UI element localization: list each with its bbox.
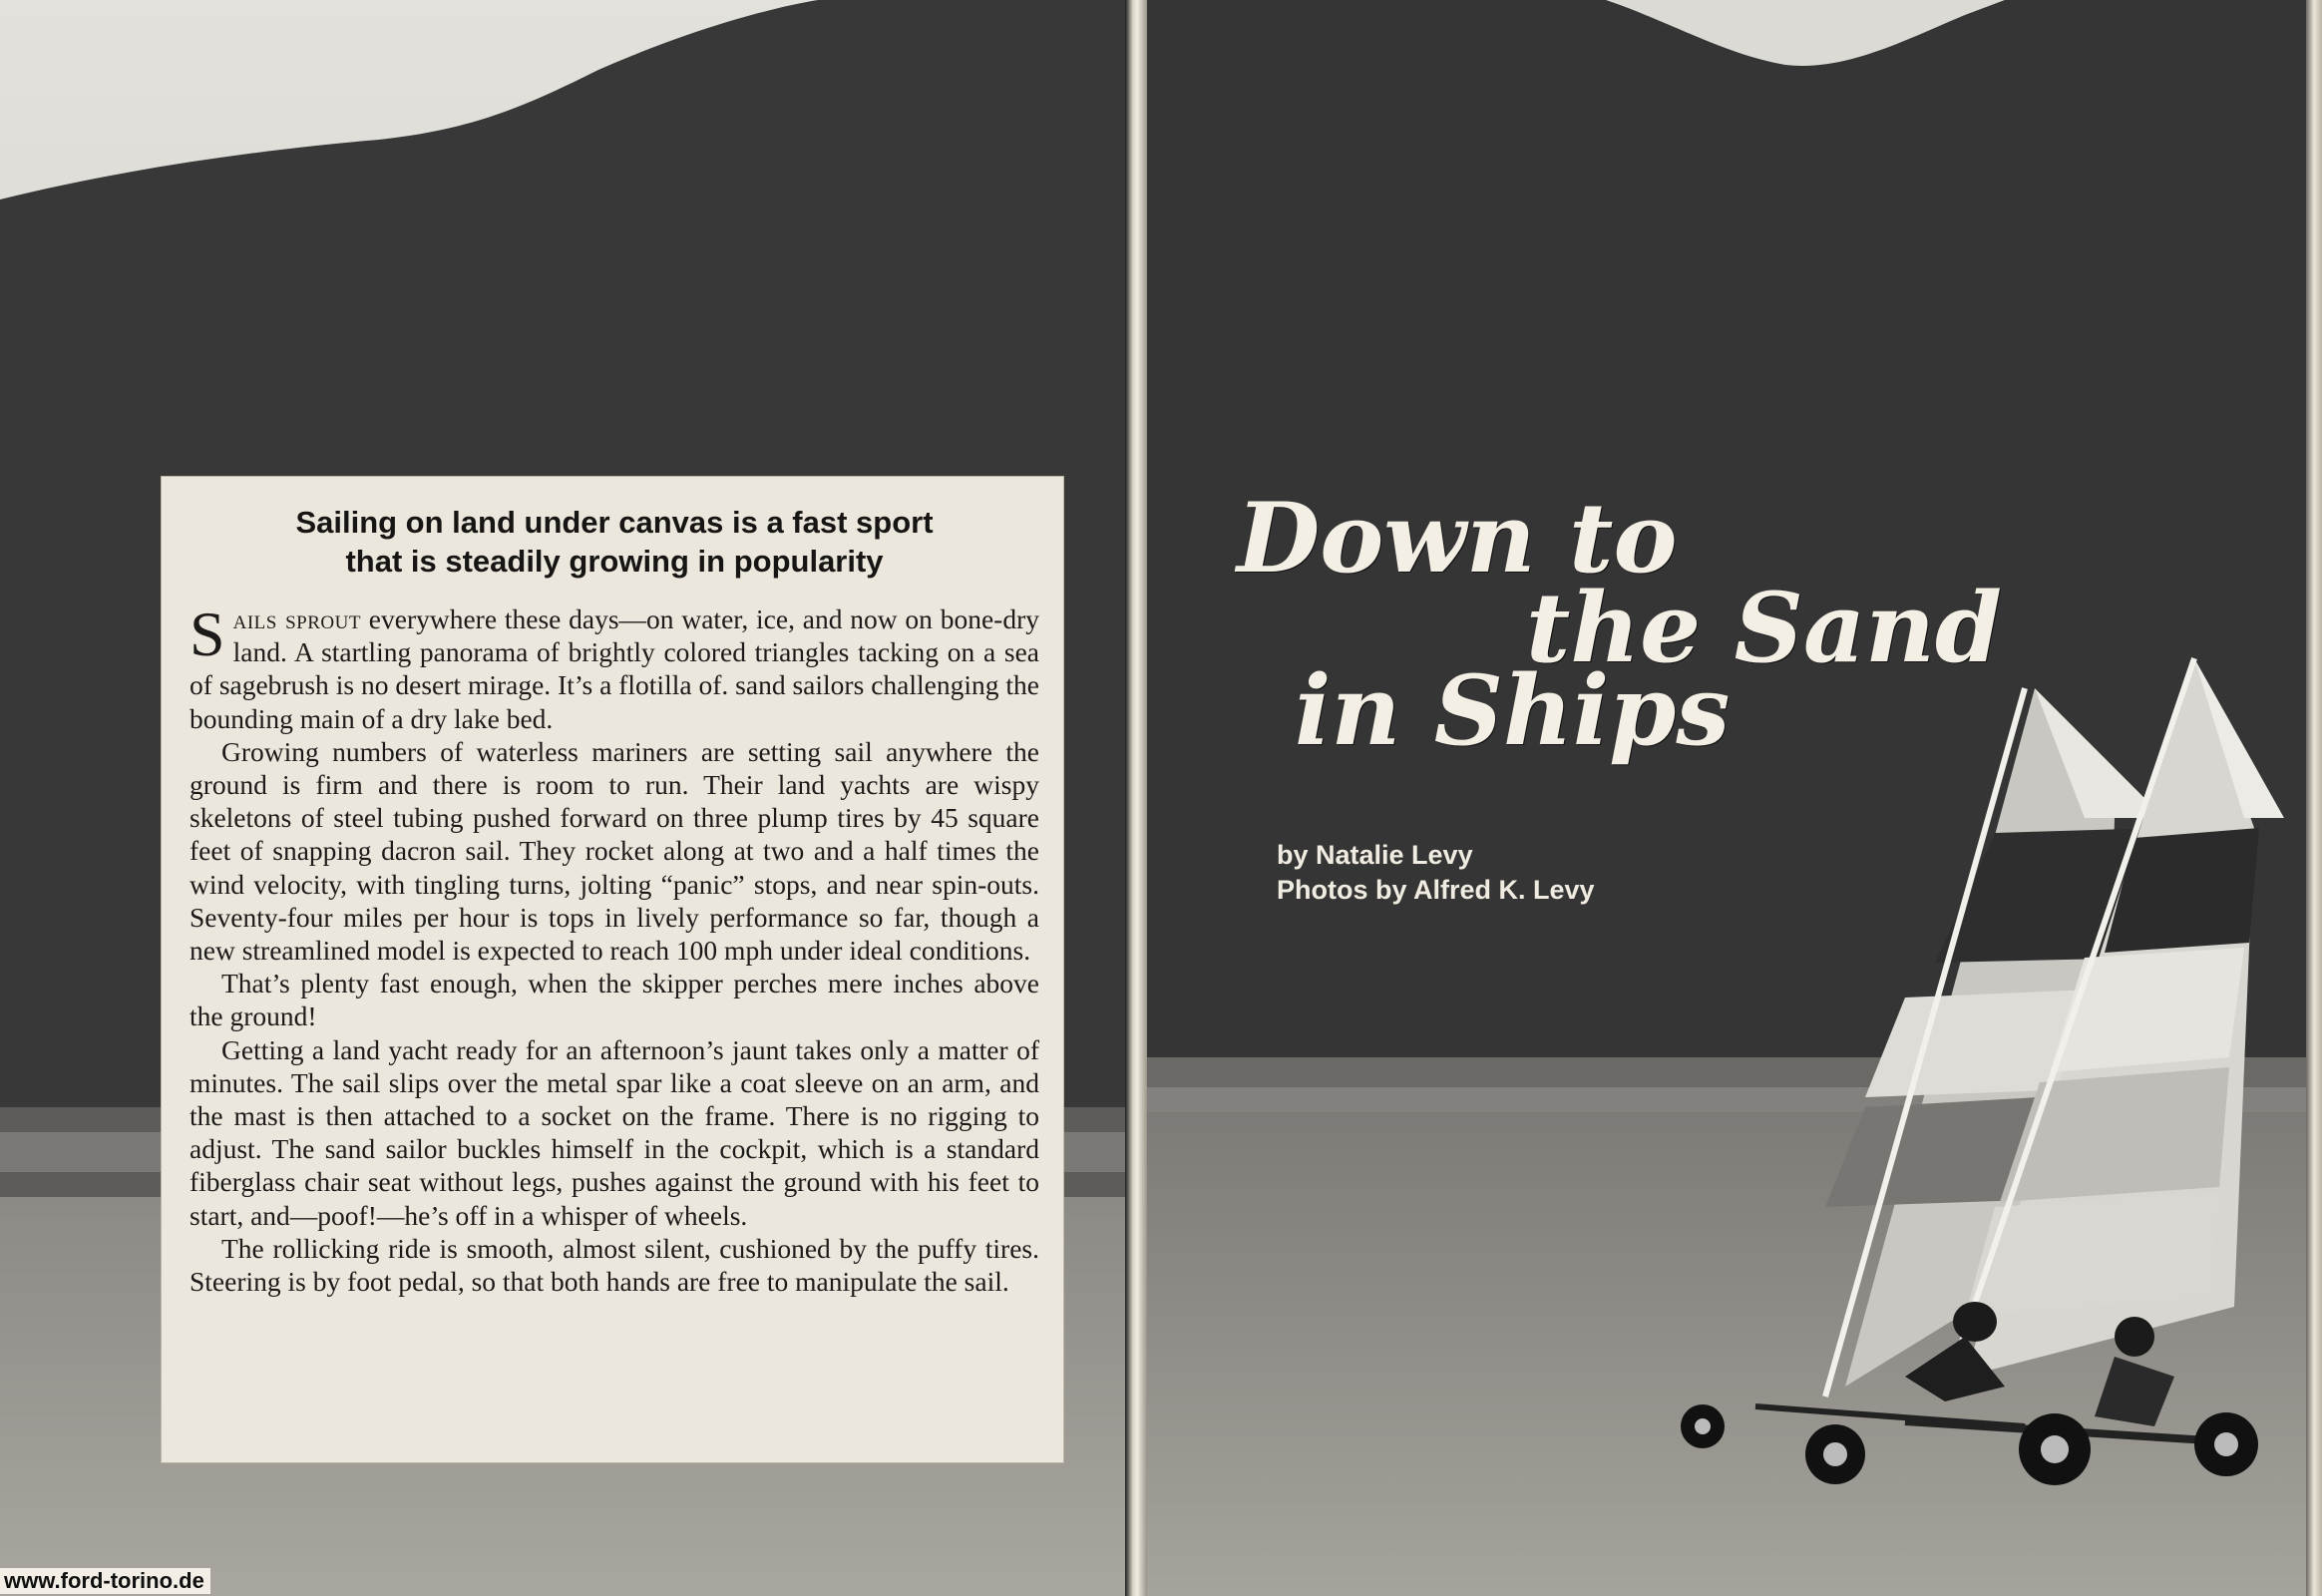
deck-line-2: that is steadily growing in popularity — [345, 544, 884, 579]
page-gutter — [1125, 0, 1147, 1596]
title-line-2: the Sand — [1526, 572, 2003, 684]
article-body — [190, 598, 1039, 1298]
byline-photos: Photos by Alfred K. Levy — [1277, 875, 1595, 905]
paragraph-3: That’s plenty fast enough, when the skipper perches mere inches above the ground! — [190, 968, 1039, 1032]
byline — [1277, 838, 1595, 908]
title-line-3: in Ships — [1295, 654, 1731, 767]
paragraph-4: Getting a land yacht ready for an afternoon’s jaunt takes only a matter of minutes. The sail slips over the metal spar like a coat sleeve on an arm, and the mast is then attached to a socket on the frame. There is no rigging to adjust. The sand sailor buckles himself in the cockpit, which is a standard fiberglass chair seat without legs, pushes against the ground with his feet to start, and—poof!—he’s off in a whisper of wheels. — [190, 1033, 1039, 1231]
paragraph-1-text: everywhere these days—on water, ice, and now on bone-dry land. A startling panorama of brightly colored triangles tacking on a sea of sagebrush is no desert mirage. It’s a flotilla of. sand sailors challenging the bounding main of a dry lake bed. — [190, 603, 1039, 734]
article-text-box — [162, 477, 1063, 1462]
paragraph-1 — [190, 598, 1039, 735]
left-page — [0, 0, 1125, 1596]
right-page — [1147, 0, 2306, 1596]
right-photo-background — [1147, 0, 2306, 1596]
byline-author: by Natalie Levy — [1277, 840, 1473, 870]
drop-cap: S — [190, 598, 225, 669]
lead-in-smallcaps: ails sprout — [232, 603, 361, 634]
paragraph-2: Growing numbers of waterless mariners are setting sail anywhere the ground is firm and there is room to run. Their land yachts are wispy skeletons of steel tubing pushed forward on three plump tires by 45 square feet of snapping dacron sail. They rocket along at two and a half times the wind velocity, with tingling turns, jolting “panic” stops, and near spin-outs. Seventy-four miles per hour is tops in lively performance so far, though a new streamlined model is expected to reach 100 mph under ideal conditions. — [190, 735, 1039, 967]
watermark: www.ford-torino.de — [0, 1568, 210, 1594]
deck-line-1: Sailing on land under canvas is a fast sport — [295, 505, 934, 540]
page-edge — [2306, 0, 2322, 1596]
article-deck — [190, 503, 1039, 581]
paragraph-5: The rollicking ride is smooth, almost silent, cushioned by the puffy tires. Steering is by foot pedal, so that both hands are free to manipulate the sail. — [190, 1232, 1039, 1298]
title-line-1: Down to — [1237, 482, 1678, 595]
